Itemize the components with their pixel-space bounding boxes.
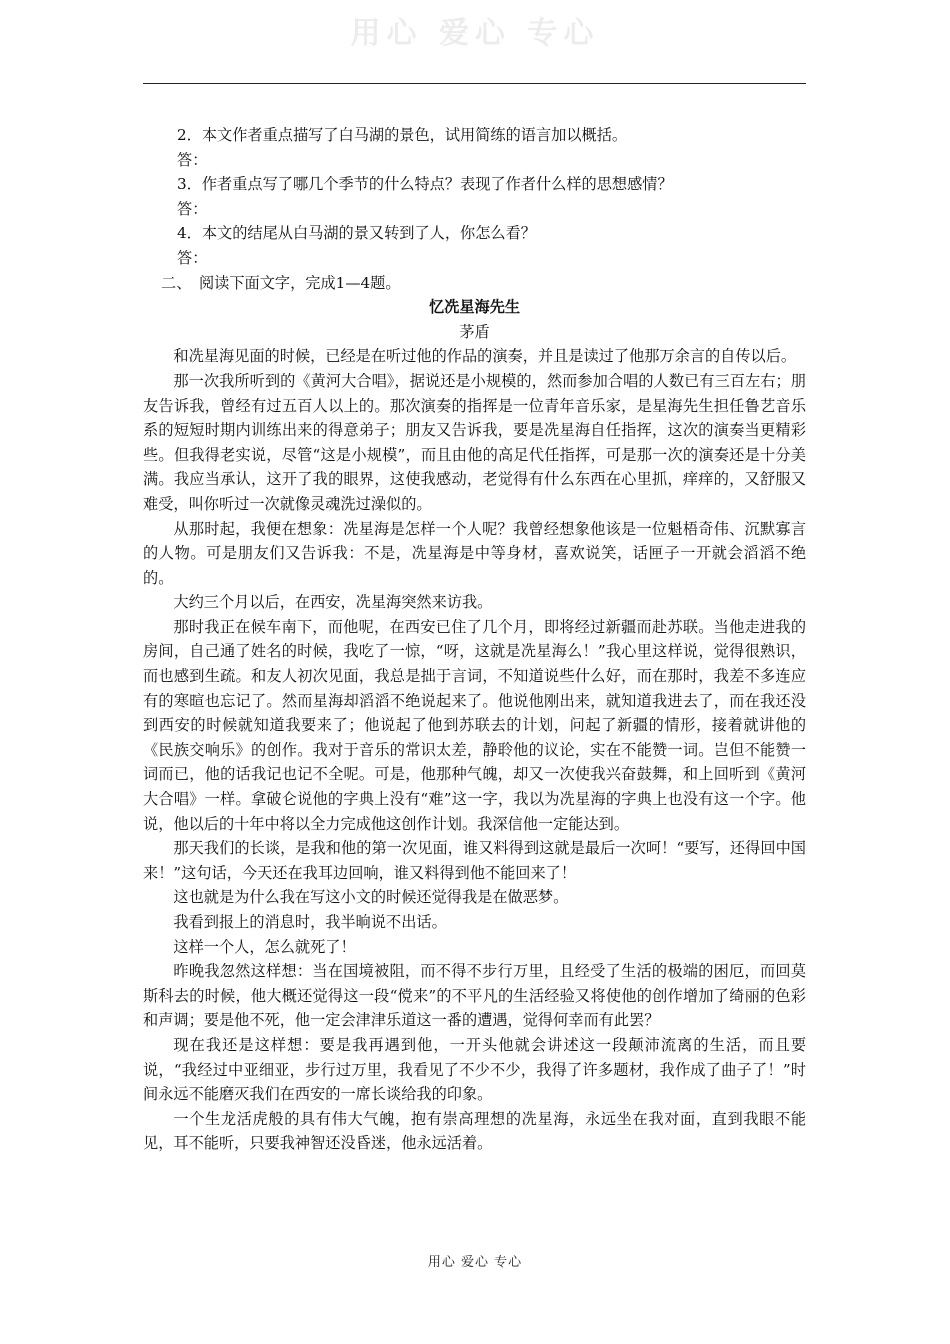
- answer-3: 答：: [177, 199, 208, 218]
- paragraph: 现在我还是这样想：要是我再遇到他，一开头他就会讲述这一段颠沛流离的生活，而且要说，“我经过中亚细亚，步行过万里，我看见了不少不少，我得了许多题材，我作成了曲子了！”时间永远不能磨灭我们在西安的一席长谈给我的印象。: [143, 1035, 806, 1104]
- question-3: 3．作者重点写了哪几个季节的什么特点？表现了作者什么样的思想感情？: [177, 175, 673, 194]
- paragraph: 和冼星海见面的时候，已经是在听过他的作品的演奏，并且是读过了他那万余言的自传以后。: [173, 347, 797, 366]
- article-author: 茅盾: [459, 322, 490, 341]
- paragraph: 大约三个月以后，在西安，冼星海突然来访我。: [173, 593, 493, 612]
- question-4: 4．本文的结尾从白马湖的景又转到了人，你怎么看？: [177, 224, 536, 243]
- paragraph: 一个生龙活虎般的具有伟大气魄，抱有崇高理想的冼星海，永远坐在我对面，直到我眼不能见，耳不能听，只要我神智还没昏迷，他永远活着。: [143, 1109, 806, 1153]
- question-2: 2．本文作者重点描写了白马湖的景色，试用简练的语言加以概括。: [177, 126, 628, 144]
- paragraph: 从那时起，我便在想象：冼星海是怎样一个人呢？我曾经想象他该是一位魁梧奇伟、沉默寡言的人物。可是朋友们又告诉我：不是，冼星海是中等身材，喜欢说笑，话匣子一开就会滔滔不绝的。: [143, 519, 806, 587]
- section-heading: 二、 阅读下面文字，完成1—4题。: [161, 273, 401, 292]
- paragraph: 这样一个人，怎么就死了！: [173, 937, 356, 956]
- header-divider: [143, 83, 806, 84]
- document-body: [143, 123, 806, 1156]
- article-title: 忆冼星海先生: [428, 298, 521, 317]
- page-footer: 用心 爱心 专心: [427, 1255, 523, 1270]
- paragraph: 这也就是为什么我在写这小文的时候还觉得我是在做恶梦。: [173, 888, 569, 907]
- paragraph: 那天我们的长谈，是我和他的第一次见面，谁又料得到这就是最后一次呵！“要写，还得回中国来！”这句话，今天还在我耳边回响，谁又料得到他不能回来了！: [143, 839, 806, 882]
- answer-2: 答：: [177, 150, 208, 169]
- paragraph: 昨晚我忽然这样想：当在国境被阻，而不得不步行万里，且经受了生活的极端的困厄，而回莫斯科去的时候，他大概还觉得这一段“傥来”的不平凡的生活经验又将使他的创作增加了绮丽的色彩和声调；要是他不死，他一定会津津乐道这一番的遭遇，觉得何幸而有此罢？: [143, 962, 806, 1030]
- paragraph: 那时我正在候车南下，而他呢，在西安已住了几个月，即将经过新疆而赴苏联。当他走进我的房间，自己通了姓名的时候，我吃了一惊，“呀，这就是冼星海么！”我心里这样说，觉得很熟识，而也感到生疏。和友人初次见面，我总是拙于言词，不知道说些什么好，而在那时，我差不多连应有的寒暄也忘记了。然而星海却滔滔不绝说起来了。他说他刚出来，就知道我进去了，而在我还没到西安的时候就知道我要来了；他说起了他到苏联去的计划，问起了新疆的情形，接着就讲他的《民族交响乐》的创作。我对于音乐的常识太差，静聆他的议论，实在不能赞一词。岂但不能赞一词而已，他的话我记也记不全呢。可是，他那种气魄，却又一次使我兴奋鼓舞，和上回听到《黄河大合唱》一样。拿破仑说他的字典上没有“难”这一字，我以为冼星海的字典上也没有这一个字。他说，他以后的十年中将以全力完成他这创作计划。我深信他一定能达到。: [143, 617, 806, 833]
- header-watermark: 用心 爱心 专心: [350, 16, 600, 51]
- answer-4: 答：: [177, 248, 208, 267]
- paragraph: 那一次我所听到的《黄河大合唱》，据说还是小规模的，然而参加合唱的人数已有三百左右；朋友告诉我，曾经有过五百人以上的。那次演奏的指挥是一位青年音乐家，是星海先生担任鲁艺音乐系的短短时期内训练出来的得意弟子；朋友又告诉我，要是冼星海自任指挥，这次的演奏当更精彩些。但我得老实说，尽管“这是小规模”，而且由他的高足代任指挥，可是那一次的演奏还是十分美满。我应当承认，这开了我的眼界，这使我感动，老觉得有什么东西在心里抓，痒痒的，又舒服又难受，叫你听过一次就像灵魂洗过澡似的。: [143, 371, 806, 513]
- paragraph: 我看到报上的消息时，我半晌说不出话。: [173, 913, 447, 931]
